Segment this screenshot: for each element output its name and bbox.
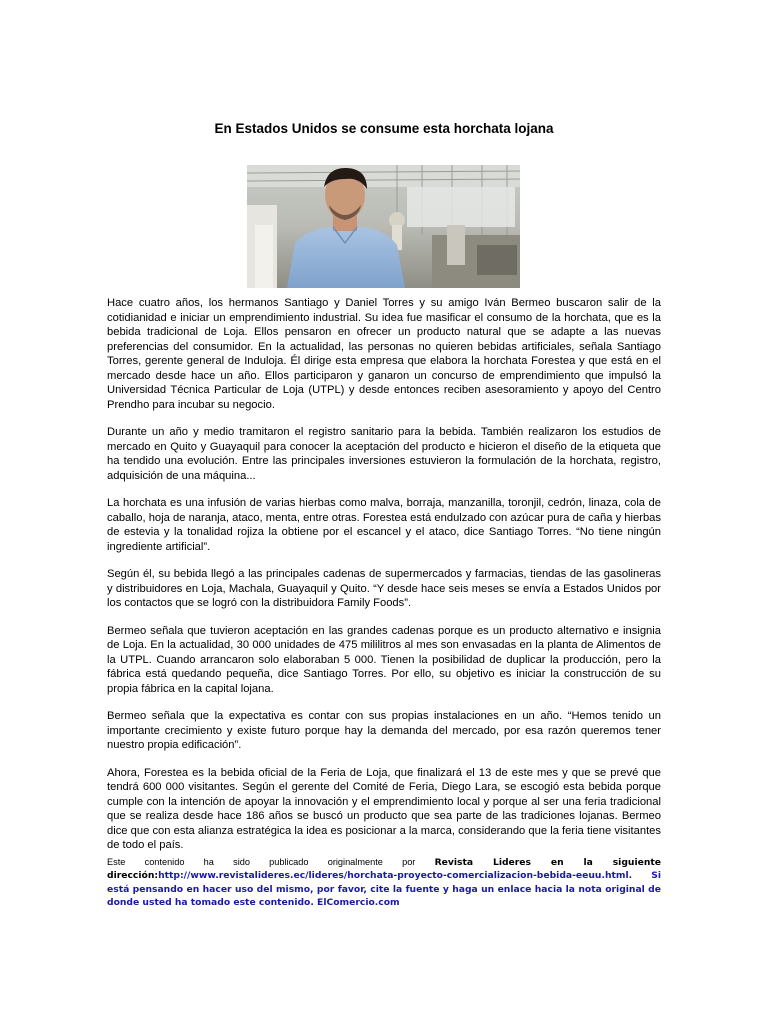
footer-source: Revista Lideres en la siguiente dirección:: [107, 857, 661, 882]
source-footer: [107, 856, 661, 909]
article-photo: [247, 165, 520, 288]
paragraph: Bermeo señala que tuvieron aceptación en las grandes cadenas porque es un producto alternativo e insignia de Loja. En la actualidad, 30 000 unidades de 475 mililitros al mes son envasadas en la planta de Alimentos de la UTPL. Cuando arrancaron solo elaboraban 5 000. Tienen la posibilidad de duplicar la producción, pero la fábrica está quedando pequeña, dice Santiago Torres. Por ello, su objetivo es iniciar la construcción de su propia fábrica en la capital lojana.: [107, 624, 661, 695]
footer-notice: Si está pensando en hacer uso del mismo, por favor, cite la fuente y haga un enlace hacia la nota original de donde usted ha tomado este contenido.: [107, 870, 661, 908]
paragraph: Hace cuatro años, los hermanos Santiago y Daniel Torres y su amigo Iván Bermeo buscaron salir de la cotidianidad e iniciar un emprendimiento industrial. Su idea fue masificar el consumo de la horchata, que es la bebida tradicional de Loja. Ellos pensaron en ofrecer un producto natural que se adapte a las nuevas preferencias del consumidor. En la actualidad, las personas no quieren bebidas artificiales, señala Santiago Torres, gerente general de Induloja. Él dirige esta empresa que elabora la horchata Forestea y que está en el mercado desde hace un año. Ellos participaron y ganaron un concurso de emprendimiento que impulsó la Universidad Técnica Particular de Loja (UTPL) y desde entonces reciben asesoramiento y apoyo del Centro Prendho para incubar su negocio.: [107, 297, 661, 411]
article-body: [107, 296, 661, 866]
source-link[interactable]: http://www.revistalideres.ec/lideres/horchata-proyecto-comercializacion-bebida-eeuu.html.: [158, 870, 633, 882]
paragraph: Bermeo señala que la expectativa es contar con sus propias instalaciones en un año. “Hemos tenido un importante crecimiento y existe futuro porque hay la demanda del mercado, por esa razón queremos tener nuestro propia edificación”.: [107, 710, 661, 752]
footer-lead: Este contenido ha sido publicado originalmente por: [107, 857, 435, 867]
photo-illustration: [247, 165, 520, 288]
article-title: En Estados Unidos se consume esta horchata lojana: [214, 121, 554, 136]
paragraph: Ahora, Forestea es la bebida oficial de la Feria de Loja, que finalizará el 13 de este mes y que se prevé que tendrá 600 000 visitantes. Según el gerente del Comité de Feria, Diego Lara, se escogió esta bebida porque cumple con la intención de apoyar la innovación y el emprendimiento local y porque al ser una feria tradicional que se realiza desde hace 186 años se buscó un producto que sea parte de las tradiciones lojanas. Bermeo dice que con esta alianza estratégica la idea es posicionar a la marca, considerando que la feria tiene visitantes de todo el país.: [107, 766, 661, 852]
paragraph: Según él, su bebida llegó a las principales cadenas de supermercados y farmacias, tiendas de las gasolineras y distribuidores en Loja, Machala, Guayaquil y Quito. “Y desde hace seis meses se envía a Estados Unidos por los contactos que se logró con la distribuidora Family Foods”.: [107, 568, 661, 610]
paragraph: La horchata es una infusión de varias hierbas como malva, borraja, manzanilla, toronjil, cedrón, linaza, cola de caballo, hoja de naranja, ataco, menta, entre otras. Forestea está endulzado con azúcar pura de caña y hierbas de estevia y la tonalidad rojiza la obtiene por el escancel y el ataco, dice Santiago Torres. “No tiene ningún ingrediente artificial”.: [107, 497, 661, 553]
brand-link[interactable]: ElComercio.com: [313, 896, 400, 908]
paragraph: Durante un año y medio tramitaron el registro sanitario para la bebida. También realizaron los estudios de mercado en Quito y Guayaquil para conocer la aceptación del producto e hicieron el diseño de la etiqueta que ha tendido una evolución. Entre las principales inversiones estuvieron la formulación de la horchata, registro, adquisición de una máquina...: [107, 426, 661, 482]
